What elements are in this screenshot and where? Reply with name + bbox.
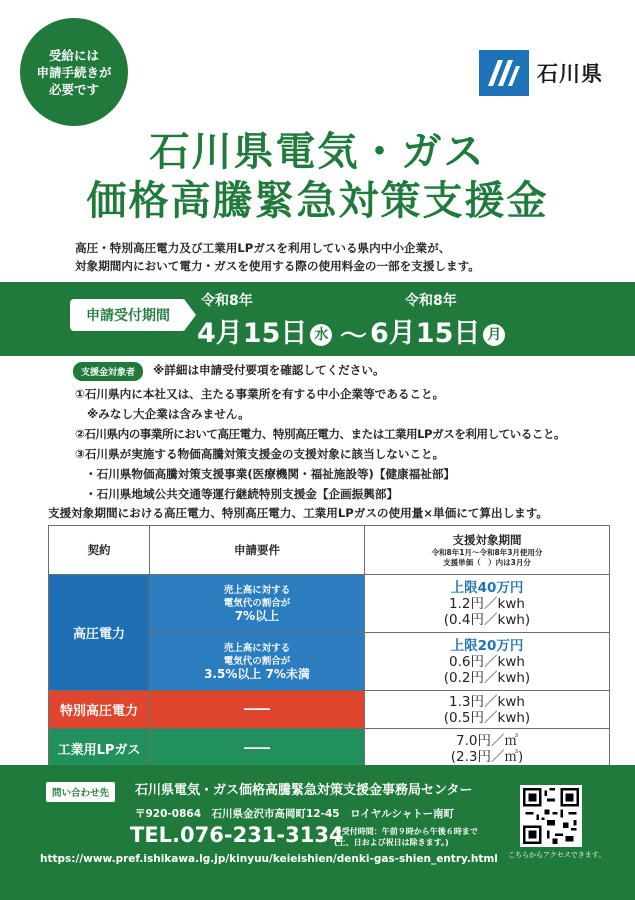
start-date bbox=[197, 311, 332, 350]
main-title bbox=[0, 128, 635, 226]
header-contract: 契約 bbox=[49, 526, 150, 575]
hv2-price: 0.6円／kwh bbox=[449, 653, 525, 670]
contact-address: 〒920-0864 石川県金沢市高岡町12-45 ロイヤルシャトー南町 bbox=[135, 808, 455, 820]
lpg-req: ―― bbox=[150, 729, 365, 769]
header-period-sub2: 支援単価（ ）内は3月分 bbox=[443, 558, 531, 567]
hv1-req-line1: 売上高に対する bbox=[223, 585, 291, 596]
start-era: 令和8年 bbox=[201, 293, 253, 309]
hv2-price-march: (0.2円／kwh) bbox=[443, 669, 531, 686]
hv1-req-line2: 電気代の割合が bbox=[223, 598, 291, 609]
extra-high-label: 特別高圧電力 bbox=[49, 691, 150, 729]
hv2-req-line2: 電気代の割合が bbox=[223, 656, 291, 667]
lpg-label: 工業用LPガス bbox=[49, 729, 150, 769]
contact-tel[interactable]: TEL.076-231-3134 bbox=[130, 823, 344, 847]
contact-url[interactable]: https://www.pref.ishikawa.lg.jp/kinyuu/keieishien/denki-gas-shien_entry.html bbox=[40, 853, 498, 865]
period-tilde: ～ bbox=[340, 321, 367, 352]
extra-high-amount bbox=[365, 691, 610, 729]
qr-code-icon[interactable] bbox=[520, 785, 582, 847]
contact-hours bbox=[334, 826, 478, 848]
contact-org: 石川県電気・ガス価格高騰緊急対策支援金事務局センター bbox=[135, 783, 473, 798]
contact-hours-2: (土、日および祝日は除きます。) bbox=[334, 838, 449, 847]
calculation-note: 支援対象期間における高圧電力、特別高圧電力、工業用LPガスの使用量×単価にて算出します。 bbox=[48, 506, 549, 520]
header-period-title: 支援対象期間 bbox=[452, 533, 522, 547]
contact-hours-1: ※受付時間：午前９時から午後６時まで bbox=[334, 827, 478, 836]
header-requirement: 申請要件 bbox=[150, 526, 365, 575]
end-date-text: 6月15日 bbox=[370, 318, 481, 349]
lpg-price-march: (2.3円／㎥) bbox=[450, 748, 524, 765]
end-day: 月 bbox=[483, 324, 505, 346]
eligibility-2: ②石川県内の事業所において高圧電力、特別高圧電力、または工業用LPガスを利用していること。 bbox=[75, 427, 566, 441]
eligibility-3-item-2: ・石川県地域公共交通等運行継続特別支援金【企画振興部】 bbox=[85, 487, 399, 501]
start-day: 水 bbox=[310, 324, 332, 346]
header-period bbox=[365, 526, 610, 575]
hv2-req-line3: 3.5%以上 7%未満 bbox=[204, 667, 310, 681]
contact-tag: 問い合わせ先 bbox=[46, 782, 115, 802]
hv1-price-march: (0.4円／kwh) bbox=[443, 611, 531, 628]
hv1-req-line3: 7%以上 bbox=[234, 609, 280, 623]
high-voltage-amount-2 bbox=[365, 633, 610, 691]
extra-high-price: 1.3円／kwh bbox=[449, 693, 525, 710]
high-voltage-req-1 bbox=[150, 575, 365, 633]
period-label: 申請受付期間 bbox=[70, 299, 186, 331]
subsidy-table bbox=[48, 525, 610, 769]
eligibility-tag: 支援金対象者 bbox=[73, 362, 143, 381]
ishikawa-logo bbox=[479, 50, 603, 96]
start-date-text: 4月15日 bbox=[197, 318, 308, 349]
header-period-sub1: 令和8年1月～令和8年3月使用分 bbox=[431, 548, 543, 557]
badge-line-2: 申請手続きが bbox=[36, 64, 112, 80]
title-line-2: 価格高騰緊急対策支援金 bbox=[86, 178, 549, 224]
end-era: 令和8年 bbox=[405, 293, 457, 309]
eligibility-note: ※詳細は申請受付要項を確認してください。 bbox=[153, 363, 385, 377]
high-voltage-req-2 bbox=[150, 633, 365, 691]
eligibility-1: ①石川県内に本社又は、主たる事業所を有する中小企業等であること。 bbox=[75, 387, 445, 401]
extra-high-req: ―― bbox=[150, 691, 365, 729]
end-date bbox=[370, 311, 505, 350]
intro-line-2: 対象期間内において電力・ガスを使用する際の使用料金の一部を支援します。 bbox=[75, 259, 480, 273]
high-voltage-amount-1 bbox=[365, 575, 610, 633]
prefecture-mark-icon bbox=[479, 50, 529, 96]
lpg-price: 7.0円／㎥ bbox=[456, 732, 518, 749]
intro-line-1: 高圧・特別高圧電力及び工業用LPガスを利用している県内中小企業が、 bbox=[75, 241, 451, 255]
hv1-cap: 上限40万円 bbox=[450, 579, 524, 596]
application-required-badge bbox=[20, 18, 128, 126]
extra-high-price-march: (0.5円／kwh) bbox=[443, 709, 531, 726]
high-voltage-label: 高圧電力 bbox=[49, 575, 150, 691]
period-arrow-icon bbox=[184, 299, 196, 331]
qr-note: こちらからアクセスできます。 bbox=[508, 851, 606, 859]
eligibility-1-note: ※みなし大企業は含みません。 bbox=[87, 407, 250, 421]
badge-line-1: 受給には bbox=[48, 47, 99, 63]
badge-line-3: 必要です bbox=[48, 81, 99, 97]
title-line-1: 石川県電気・ガス bbox=[149, 129, 486, 175]
hv1-price: 1.2円／kwh bbox=[449, 595, 525, 612]
eligibility-3-item-1: ・石川県物価高騰対策支援事業(医療機関・福祉施設等)【健康福祉部】 bbox=[85, 467, 456, 481]
lpg-amount bbox=[365, 729, 610, 769]
logo-text: 石川県 bbox=[537, 62, 603, 86]
hv2-req-line1: 売上高に対する bbox=[223, 643, 291, 654]
eligibility-3: ③石川県が実施する物価高騰対策支援金の支援対象に該当しないこと。 bbox=[75, 447, 445, 461]
hv2-cap: 上限20万円 bbox=[450, 637, 524, 654]
intro-text bbox=[75, 239, 595, 275]
